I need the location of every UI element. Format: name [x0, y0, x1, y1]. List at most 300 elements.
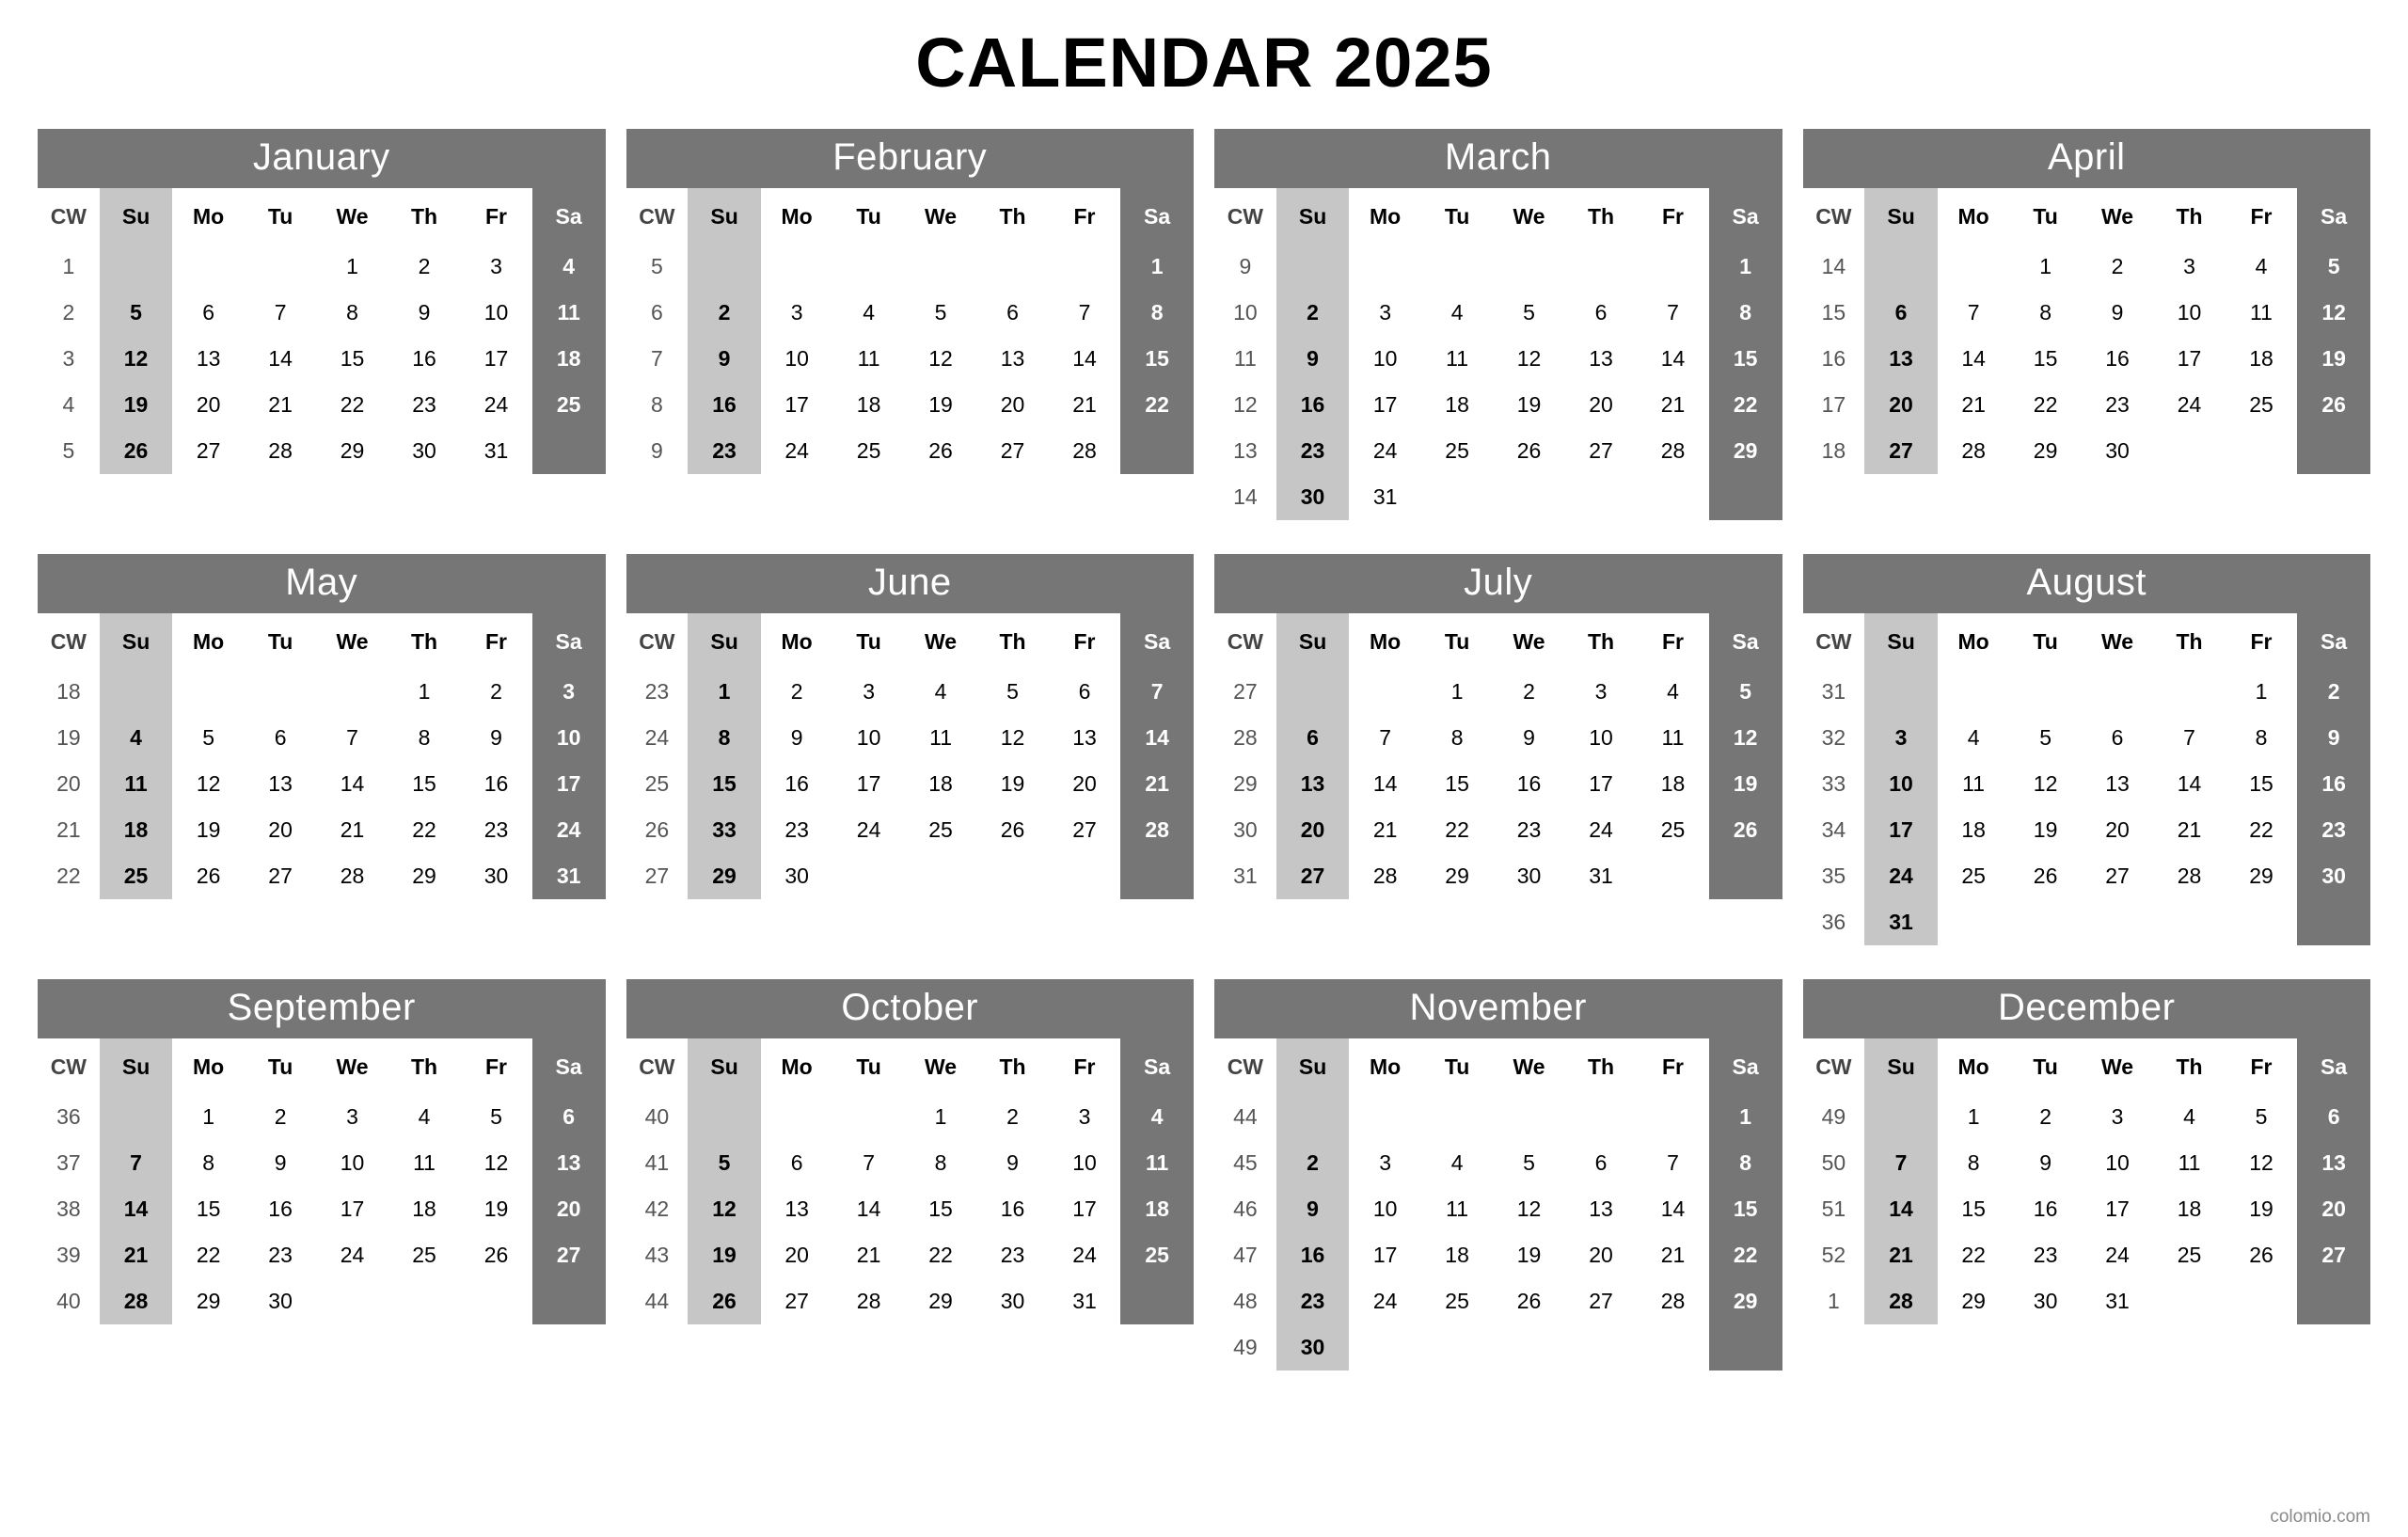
day-cell[interactable]: 21 [1120, 761, 1194, 807]
day-cell[interactable]: 12 [196, 771, 221, 796]
day-cell[interactable]: 23 [1276, 428, 1350, 474]
day-cell[interactable]: 21 [100, 1232, 173, 1278]
day-cell[interactable]: 22 [1709, 382, 1782, 428]
day-cell[interactable]: 16 [688, 382, 761, 428]
day-cell[interactable]: 25 [412, 1243, 436, 1267]
day-cell[interactable]: 5 [1006, 679, 1019, 704]
day-cell[interactable]: 8 [418, 725, 431, 750]
day-cell[interactable]: 17 [340, 1196, 365, 1221]
day-cell[interactable]: 23 [483, 817, 509, 842]
day-cell[interactable]: 3 [1594, 679, 1608, 704]
day-cell[interactable]: 8 [1709, 1140, 1782, 1186]
day-cell[interactable]: 14 [1864, 1186, 1938, 1232]
day-cell[interactable]: 8 [1120, 290, 1194, 336]
day-cell[interactable]: 14 [1660, 1196, 1686, 1221]
day-cell[interactable]: 13 [196, 346, 221, 371]
day-cell[interactable]: 3 [863, 679, 875, 704]
day-cell[interactable]: 17 [856, 771, 881, 796]
day-cell[interactable]: 18 [100, 807, 173, 853]
day-cell[interactable]: 28 [268, 438, 293, 463]
day-cell[interactable]: 30 [483, 864, 509, 888]
day-cell[interactable]: 21 [1372, 817, 1398, 842]
day-cell[interactable]: 23 [412, 392, 436, 417]
day-cell[interactable]: 22 [1709, 1232, 1782, 1278]
day-cell[interactable]: 1 [1709, 244, 1782, 290]
day-cell[interactable]: 5 [100, 290, 173, 336]
day-cell[interactable]: 14 [268, 346, 293, 371]
day-cell[interactable]: 9 [2039, 1150, 2052, 1175]
day-cell[interactable]: 18 [1660, 771, 1686, 796]
day-cell[interactable]: 4 [2183, 1104, 2195, 1129]
day-cell[interactable]: 28 [100, 1278, 173, 1324]
day-cell[interactable]: 5 [1523, 1150, 1535, 1175]
day-cell[interactable]: 30 [1276, 474, 1350, 520]
day-cell[interactable]: 3 [2111, 1104, 2124, 1129]
day-cell[interactable]: 24 [340, 1243, 365, 1267]
day-cell[interactable]: 21 [856, 1243, 881, 1267]
day-cell[interactable]: 1 [2039, 254, 2052, 278]
day-cell[interactable]: 18 [2249, 346, 2273, 371]
day-cell[interactable]: 15 [1120, 336, 1194, 382]
day-cell[interactable]: 31 [2105, 1289, 2130, 1313]
day-cell[interactable]: 20 [784, 1243, 809, 1267]
day-cell[interactable]: 26 [100, 428, 173, 474]
day-cell[interactable]: 27 [1072, 817, 1097, 842]
day-cell[interactable]: 30 [268, 1289, 293, 1313]
day-cell[interactable]: 20 [2105, 817, 2130, 842]
day-cell[interactable]: 12 [483, 1150, 509, 1175]
day-cell[interactable]: 26 [1516, 1289, 1542, 1313]
day-cell[interactable]: 10 [1072, 1150, 1097, 1175]
day-cell[interactable]: 29 [688, 853, 761, 899]
day-cell[interactable]: 6 [1864, 290, 1938, 336]
day-cell[interactable]: 16 [1000, 1196, 1025, 1221]
day-cell[interactable]: 13 [2297, 1140, 2370, 1186]
day-cell[interactable]: 6 [790, 1150, 803, 1175]
day-cell[interactable]: 22 [928, 1243, 953, 1267]
day-cell[interactable]: 4 [418, 1104, 431, 1129]
day-cell[interactable]: 15 [1709, 336, 1782, 382]
day-cell[interactable]: 10 [1864, 761, 1938, 807]
day-cell[interactable]: 17 [483, 346, 509, 371]
day-cell[interactable]: 13 [268, 771, 293, 796]
day-cell[interactable]: 14 [1120, 715, 1194, 761]
day-cell[interactable]: 28 [1961, 438, 1986, 463]
day-cell[interactable]: 5 [1709, 669, 1782, 715]
day-cell[interactable]: 4 [2255, 254, 2268, 278]
day-cell[interactable]: 17 [1372, 1243, 1398, 1267]
day-cell[interactable]: 28 [1120, 807, 1194, 853]
day-cell[interactable]: 6 [1006, 300, 1019, 325]
day-cell[interactable]: 17 [532, 761, 606, 807]
day-cell[interactable]: 22 [2033, 392, 2058, 417]
day-cell[interactable]: 15 [1445, 771, 1469, 796]
day-cell[interactable]: 9 [274, 1150, 287, 1175]
day-cell[interactable]: 2 [2111, 254, 2124, 278]
day-cell[interactable]: 14 [856, 1196, 881, 1221]
day-cell[interactable]: 23 [1000, 1243, 1025, 1267]
day-cell[interactable]: 10 [340, 1150, 365, 1175]
day-cell[interactable]: 22 [1445, 817, 1469, 842]
day-cell[interactable]: 3 [1864, 715, 1938, 761]
day-cell[interactable]: 27 [1864, 428, 1938, 474]
day-cell[interactable]: 15 [196, 1196, 221, 1221]
day-cell[interactable]: 2 [790, 679, 803, 704]
day-cell[interactable]: 4 [1967, 725, 1980, 750]
day-cell[interactable]: 23 [2105, 392, 2130, 417]
day-cell[interactable]: 9 [790, 725, 803, 750]
day-cell[interactable]: 27 [1276, 853, 1350, 899]
day-cell[interactable]: 30 [2297, 853, 2370, 899]
day-cell[interactable]: 11 [929, 725, 952, 750]
day-cell[interactable]: 12 [1709, 715, 1782, 761]
day-cell[interactable]: 20 [532, 1186, 606, 1232]
day-cell[interactable]: 9 [1523, 725, 1535, 750]
day-cell[interactable]: 27 [196, 438, 221, 463]
day-cell[interactable]: 20 [1276, 807, 1350, 853]
day-cell[interactable]: 11 [2250, 300, 2273, 325]
day-cell[interactable]: 6 [202, 300, 215, 325]
day-cell[interactable]: 2 [490, 679, 502, 704]
day-cell[interactable]: 29 [412, 864, 436, 888]
day-cell[interactable]: 24 [1372, 1289, 1398, 1313]
day-cell[interactable]: 20 [268, 817, 293, 842]
day-cell[interactable]: 31 [1864, 899, 1938, 945]
day-cell[interactable]: 17 [784, 392, 809, 417]
day-cell[interactable]: 29 [196, 1289, 221, 1313]
day-cell[interactable]: 28 [1864, 1278, 1938, 1324]
day-cell[interactable]: 24 [1072, 1243, 1097, 1267]
day-cell[interactable]: 25 [2177, 1243, 2202, 1267]
day-cell[interactable]: 19 [100, 382, 173, 428]
day-cell[interactable]: 25 [1961, 864, 1986, 888]
day-cell[interactable]: 24 [1589, 817, 1613, 842]
day-cell[interactable]: 12 [1516, 1196, 1542, 1221]
day-cell[interactable]: 26 [1516, 438, 1542, 463]
day-cell[interactable]: 18 [1120, 1186, 1194, 1232]
day-cell[interactable]: 6 [532, 1094, 606, 1140]
day-cell[interactable]: 1 [1450, 679, 1464, 704]
day-cell[interactable]: 19 [483, 1196, 509, 1221]
day-cell[interactable]: 13 [532, 1140, 606, 1186]
day-cell[interactable]: 2 [688, 290, 761, 336]
day-cell[interactable]: 8 [1450, 725, 1464, 750]
day-cell[interactable]: 5 [2255, 1104, 2268, 1129]
day-cell[interactable]: 14 [340, 771, 365, 796]
day-cell[interactable]: 6 [274, 725, 287, 750]
day-cell[interactable]: 28 [1372, 864, 1398, 888]
day-cell[interactable]: 9 [490, 725, 502, 750]
day-cell[interactable]: 21 [1660, 392, 1686, 417]
day-cell[interactable]: 27 [532, 1232, 606, 1278]
day-cell[interactable]: 3 [490, 254, 502, 278]
day-cell[interactable]: 3 [1078, 1104, 1091, 1129]
day-cell[interactable]: 1 [688, 669, 761, 715]
day-cell[interactable]: 18 [1445, 392, 1469, 417]
day-cell[interactable]: 23 [2033, 1243, 2058, 1267]
day-cell[interactable]: 7 [1379, 725, 1392, 750]
day-cell[interactable]: 13 [1072, 725, 1097, 750]
day-cell[interactable]: 18 [856, 392, 881, 417]
day-cell[interactable]: 5 [202, 725, 215, 750]
day-cell[interactable]: 8 [2255, 725, 2268, 750]
day-cell[interactable]: 24 [2177, 392, 2202, 417]
day-cell[interactable]: 22 [412, 817, 436, 842]
day-cell[interactable]: 7 [100, 1140, 173, 1186]
day-cell[interactable]: 11 [1446, 346, 1469, 371]
day-cell[interactable]: 25 [856, 438, 881, 463]
day-cell[interactable]: 16 [412, 346, 436, 371]
day-cell[interactable]: 12 [928, 346, 953, 371]
day-cell[interactable]: 7 [2183, 725, 2195, 750]
day-cell[interactable]: 9 [2111, 300, 2124, 325]
day-cell[interactable]: 25 [1120, 1232, 1194, 1278]
day-cell[interactable]: 12 [2033, 771, 2058, 796]
day-cell[interactable]: 27 [1589, 1289, 1613, 1313]
day-cell[interactable]: 22 [196, 1243, 221, 1267]
day-cell[interactable]: 25 [1445, 438, 1469, 463]
day-cell[interactable]: 30 [1276, 1324, 1350, 1371]
day-cell[interactable]: 30 [1000, 1289, 1025, 1313]
day-cell[interactable]: 8 [1709, 290, 1782, 336]
day-cell[interactable]: 19 [1709, 761, 1782, 807]
day-cell[interactable]: 7 [1667, 1150, 1679, 1175]
day-cell[interactable]: 7 [1120, 669, 1194, 715]
day-cell[interactable]: 7 [274, 300, 287, 325]
day-cell[interactable]: 4 [1120, 1094, 1194, 1140]
day-cell[interactable]: 30 [784, 864, 809, 888]
day-cell[interactable]: 7 [346, 725, 358, 750]
day-cell[interactable]: 17 [1864, 807, 1938, 853]
day-cell[interactable]: 27 [2105, 864, 2130, 888]
day-cell[interactable]: 20 [196, 392, 221, 417]
day-cell[interactable]: 21 [340, 817, 365, 842]
day-cell[interactable]: 10 [1372, 1196, 1398, 1221]
day-cell[interactable]: 31 [483, 438, 509, 463]
day-cell[interactable]: 10 [1372, 346, 1398, 371]
day-cell[interactable]: 31 [532, 853, 606, 899]
day-cell[interactable]: 3 [532, 669, 606, 715]
day-cell[interactable]: 12 [2249, 1150, 2273, 1175]
day-cell[interactable]: 6 [1276, 715, 1350, 761]
day-cell[interactable]: 12 [1516, 346, 1542, 371]
day-cell[interactable]: 15 [2033, 346, 2058, 371]
day-cell[interactable]: 19 [1516, 1243, 1542, 1267]
day-cell[interactable]: 9 [688, 336, 761, 382]
day-cell[interactable]: 19 [196, 817, 221, 842]
day-cell[interactable]: 18 [412, 1196, 436, 1221]
day-cell[interactable]: 22 [340, 392, 365, 417]
day-cell[interactable]: 11 [1446, 1196, 1469, 1221]
day-cell[interactable]: 15 [1961, 1196, 1986, 1221]
day-cell[interactable]: 25 [928, 817, 953, 842]
day-cell[interactable]: 18 [2177, 1196, 2202, 1221]
day-cell[interactable]: 22 [2249, 817, 2273, 842]
day-cell[interactable]: 28 [2177, 864, 2202, 888]
day-cell[interactable]: 8 [202, 1150, 215, 1175]
day-cell[interactable]: 15 [340, 346, 365, 371]
day-cell[interactable]: 24 [483, 392, 509, 417]
day-cell[interactable]: 14 [2177, 771, 2202, 796]
day-cell[interactable]: 26 [928, 438, 953, 463]
day-cell[interactable]: 20 [1000, 392, 1025, 417]
day-cell[interactable]: 27 [2297, 1232, 2370, 1278]
day-cell[interactable]: 1 [418, 679, 431, 704]
day-cell[interactable]: 4 [1450, 1150, 1464, 1175]
day-cell[interactable]: 17 [2105, 1196, 2130, 1221]
day-cell[interactable]: 10 [784, 346, 809, 371]
day-cell[interactable]: 7 [1864, 1140, 1938, 1186]
day-cell[interactable]: 17 [1589, 771, 1613, 796]
day-cell[interactable]: 26 [2033, 864, 2058, 888]
day-cell[interactable]: 5 [2297, 244, 2370, 290]
day-cell[interactable]: 26 [2249, 1243, 2273, 1267]
day-cell[interactable]: 13 [1864, 336, 1938, 382]
day-cell[interactable]: 1 [1709, 1094, 1782, 1140]
day-cell[interactable]: 24 [784, 438, 809, 463]
day-cell[interactable]: 26 [196, 864, 221, 888]
day-cell[interactable]: 23 [2297, 807, 2370, 853]
day-cell[interactable]: 14 [1372, 771, 1398, 796]
day-cell[interactable]: 15 [2249, 771, 2273, 796]
day-cell[interactable]: 18 [1961, 817, 1986, 842]
day-cell[interactable]: 1 [1120, 244, 1194, 290]
day-cell[interactable]: 24 [2105, 1243, 2130, 1267]
day-cell[interactable]: 28 [1660, 1289, 1686, 1313]
day-cell[interactable]: 3 [790, 300, 803, 325]
day-cell[interactable]: 20 [1072, 771, 1097, 796]
day-cell[interactable]: 29 [1961, 1289, 1986, 1313]
day-cell[interactable]: 21 [2177, 817, 2202, 842]
day-cell[interactable]: 3 [1379, 1150, 1392, 1175]
day-cell[interactable]: 2 [1523, 679, 1535, 704]
day-cell[interactable]: 14 [1072, 346, 1097, 371]
day-cell[interactable]: 21 [1961, 392, 1986, 417]
day-cell[interactable]: 25 [2249, 392, 2273, 417]
day-cell[interactable]: 2 [2039, 1104, 2052, 1129]
day-cell[interactable]: 16 [483, 771, 509, 796]
day-cell[interactable]: 27 [268, 864, 293, 888]
day-cell[interactable]: 9 [1276, 1186, 1350, 1232]
day-cell[interactable]: 29 [1709, 428, 1782, 474]
day-cell[interactable]: 11 [1120, 1140, 1194, 1186]
day-cell[interactable]: 4 [532, 244, 606, 290]
day-cell[interactable]: 30 [2105, 438, 2130, 463]
day-cell[interactable]: 24 [532, 807, 606, 853]
day-cell[interactable]: 8 [346, 300, 358, 325]
day-cell[interactable]: 16 [2033, 1196, 2058, 1221]
day-cell[interactable]: 1 [1967, 1104, 1980, 1129]
day-cell[interactable]: 10 [483, 300, 509, 325]
day-cell[interactable]: 6 [2111, 725, 2124, 750]
day-cell[interactable]: 23 [688, 428, 761, 474]
day-cell[interactable]: 26 [483, 1243, 509, 1267]
day-cell[interactable]: 8 [1967, 1150, 1980, 1175]
day-cell[interactable]: 2 [274, 1104, 287, 1129]
day-cell[interactable]: 6 [2297, 1094, 2370, 1140]
day-cell[interactable]: 16 [268, 1196, 293, 1221]
day-cell[interactable]: 4 [1667, 679, 1679, 704]
day-cell[interactable]: 10 [532, 715, 606, 761]
day-cell[interactable]: 22 [1120, 382, 1194, 428]
day-cell[interactable]: 7 [1967, 300, 1980, 325]
day-cell[interactable]: 6 [1594, 300, 1608, 325]
day-cell[interactable]: 10 [2105, 1150, 2130, 1175]
day-cell[interactable]: 1 [346, 254, 358, 278]
day-cell[interactable]: 24 [1372, 438, 1398, 463]
day-cell[interactable]: 4 [100, 715, 173, 761]
day-cell[interactable]: 10 [2177, 300, 2202, 325]
day-cell[interactable]: 16 [784, 771, 809, 796]
day-cell[interactable]: 11 [857, 346, 880, 371]
day-cell[interactable]: 25 [100, 853, 173, 899]
day-cell[interactable]: 23 [1516, 817, 1542, 842]
day-cell[interactable]: 21 [1660, 1243, 1686, 1267]
day-cell[interactable]: 12 [100, 336, 173, 382]
day-cell[interactable]: 16 [2105, 346, 2130, 371]
day-cell[interactable]: 10 [856, 725, 881, 750]
day-cell[interactable]: 13 [1589, 1196, 1613, 1221]
day-cell[interactable]: 1 [202, 1104, 215, 1129]
day-cell[interactable]: 5 [490, 1104, 502, 1129]
day-cell[interactable]: 8 [934, 1150, 947, 1175]
day-cell[interactable]: 26 [2297, 382, 2370, 428]
day-cell[interactable]: 30 [1516, 864, 1542, 888]
day-cell[interactable]: 9 [2297, 715, 2370, 761]
day-cell[interactable]: 11 [2178, 1150, 2201, 1175]
day-cell[interactable]: 24 [856, 817, 881, 842]
day-cell[interactable]: 19 [928, 392, 953, 417]
day-cell[interactable]: 20 [1864, 382, 1938, 428]
day-cell[interactable]: 31 [1372, 484, 1398, 509]
day-cell[interactable]: 2 [1276, 1140, 1350, 1186]
day-cell[interactable]: 18 [928, 771, 953, 796]
day-cell[interactable]: 4 [1450, 300, 1464, 325]
day-cell[interactable]: 30 [2033, 1289, 2058, 1313]
day-cell[interactable]: 13 [784, 1196, 809, 1221]
day-cell[interactable]: 16 [1276, 382, 1350, 428]
day-cell[interactable]: 17 [1372, 392, 1398, 417]
day-cell[interactable]: 2 [2297, 669, 2370, 715]
day-cell[interactable]: 20 [1589, 1243, 1613, 1267]
day-cell[interactable]: 5 [934, 300, 947, 325]
day-cell[interactable]: 7 [863, 1150, 875, 1175]
day-cell[interactable]: 25 [1445, 1289, 1469, 1313]
day-cell[interactable]: 23 [268, 1243, 293, 1267]
day-cell[interactable]: 19 [2033, 817, 2058, 842]
day-cell[interactable]: 30 [412, 438, 436, 463]
day-cell[interactable]: 24 [1864, 853, 1938, 899]
day-cell[interactable]: 19 [2249, 1196, 2273, 1221]
day-cell[interactable]: 5 [688, 1140, 761, 1186]
day-cell[interactable]: 29 [340, 438, 365, 463]
day-cell[interactable]: 12 [688, 1186, 761, 1232]
day-cell[interactable]: 3 [1379, 300, 1392, 325]
day-cell[interactable]: 25 [532, 382, 606, 428]
day-cell[interactable]: 2 [1006, 1104, 1019, 1129]
day-cell[interactable]: 4 [863, 300, 875, 325]
day-cell[interactable]: 3 [346, 1104, 358, 1129]
day-cell[interactable]: 28 [1660, 438, 1686, 463]
day-cell[interactable]: 8 [688, 715, 761, 761]
day-cell[interactable]: 29 [1709, 1278, 1782, 1324]
day-cell[interactable]: 11 [1661, 725, 1685, 750]
day-cell[interactable]: 16 [1276, 1232, 1350, 1278]
day-cell[interactable]: 21 [1864, 1232, 1938, 1278]
day-cell[interactable]: 29 [1445, 864, 1469, 888]
day-cell[interactable]: 1 [2255, 679, 2268, 704]
day-cell[interactable]: 9 [418, 300, 431, 325]
